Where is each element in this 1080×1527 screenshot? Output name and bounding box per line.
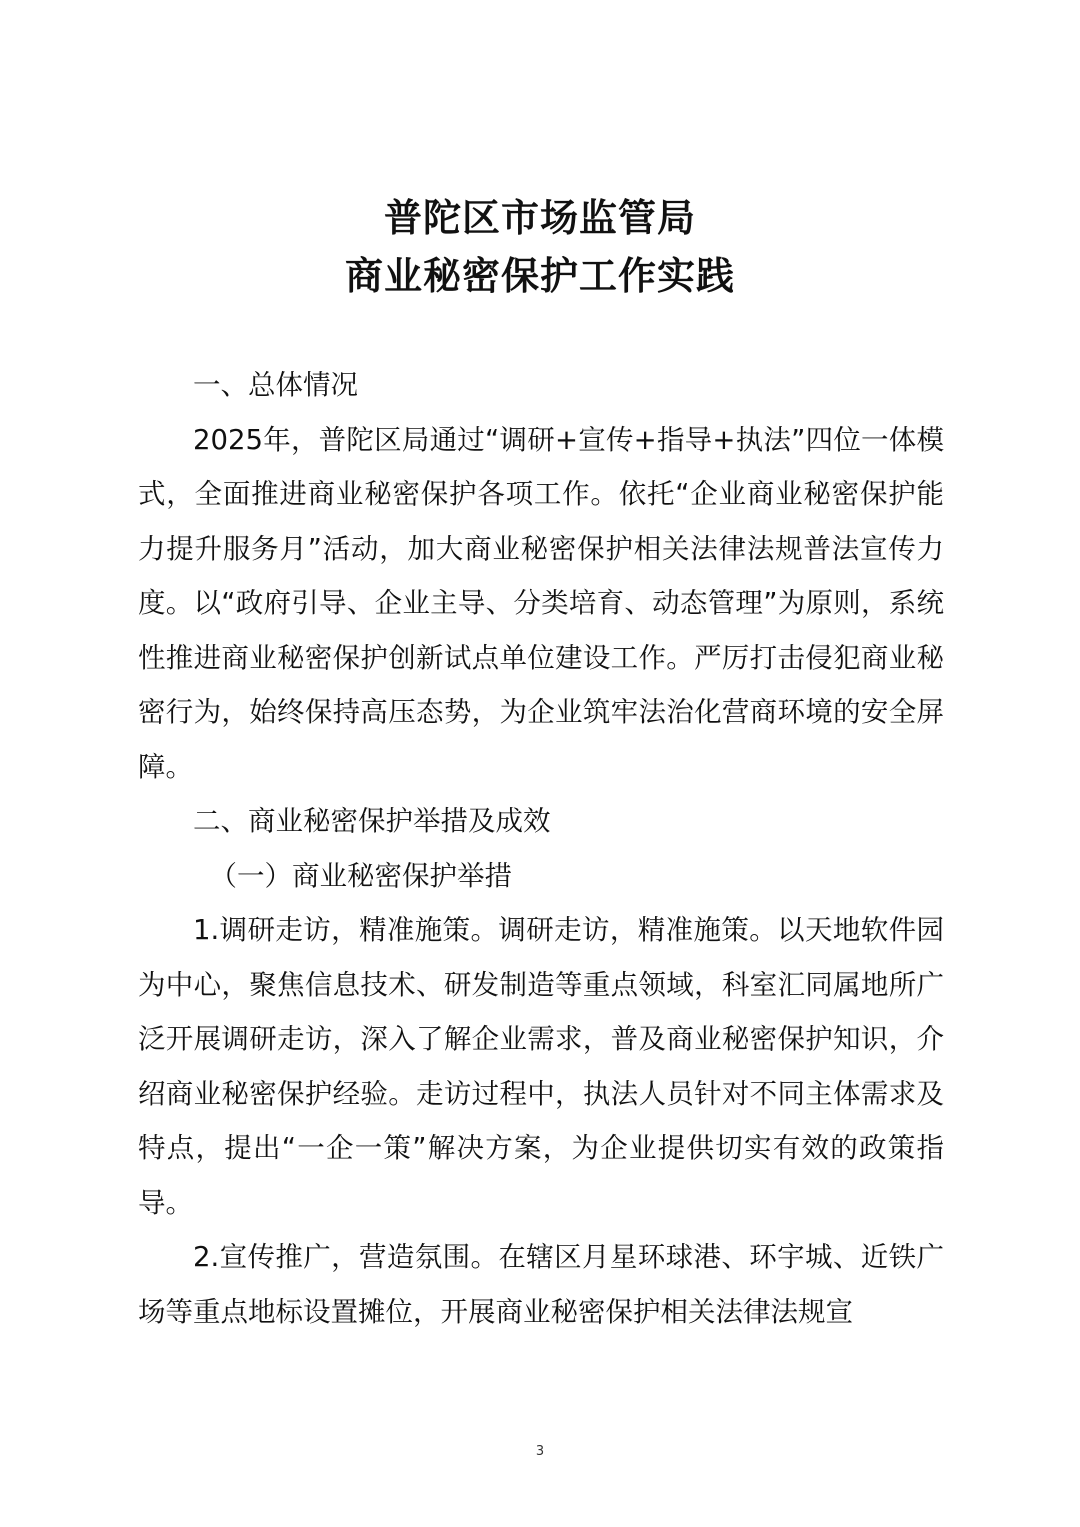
section-1-heading: 一、总体情况 (193, 369, 358, 401)
section-2-heading: 二、商业秘密保护举措及成效 (193, 805, 551, 837)
page-number: 3 (535, 1444, 545, 1459)
document-title-line-1: 普陀区市场监管局 (383, 195, 696, 240)
document-title-line-2: 商业秘密保护工作实践 (344, 253, 735, 298)
section-2-subheading-1: （一）商业秘密保护举措 (209, 859, 512, 892)
section-2-item-1: 1.调研走访，精准施策。调研走访，精准施策。以天地软件园为中心，聚焦信息技术、研发制造等重点领域，科室汇同属地所广泛开展调研走访，深入了解企业需求，普及商业秘密保护知识，介绍商业秘密保护经验。走访过程中，执法人员针对不同主体需求及特点，提出“一企一策”解决方案，为企业提供切实有效的政策指导。 (138, 914, 944, 1219)
document-body (138, 358, 944, 1339)
section-1-paragraph: 2025年，普陀区局通过“调研+宣传+指导+执法”四位一体模式，全面推进商业秘密保护各项工作。依托“企业商业秘密保护能力提升服务月”活动，加大商业秘密保护相关法律法规普法宣传力度。以“政府引导、企业主导、分类培育、动态管理”为原则，系统性推进商业秘密保护创新试点单位建设工作。严厉打击侵犯商业秘密行为，始终保持高压态势，为企业筑牢法治化营商环境的安全屏障。 (138, 423, 944, 783)
section-2-item-2: 2.宣传推广，营造氛围。在辖区月星环球港、环宇城、近铁广场等重点地标设置摊位，开展商业秘密保护相关法律法规宣 (138, 1241, 944, 1328)
